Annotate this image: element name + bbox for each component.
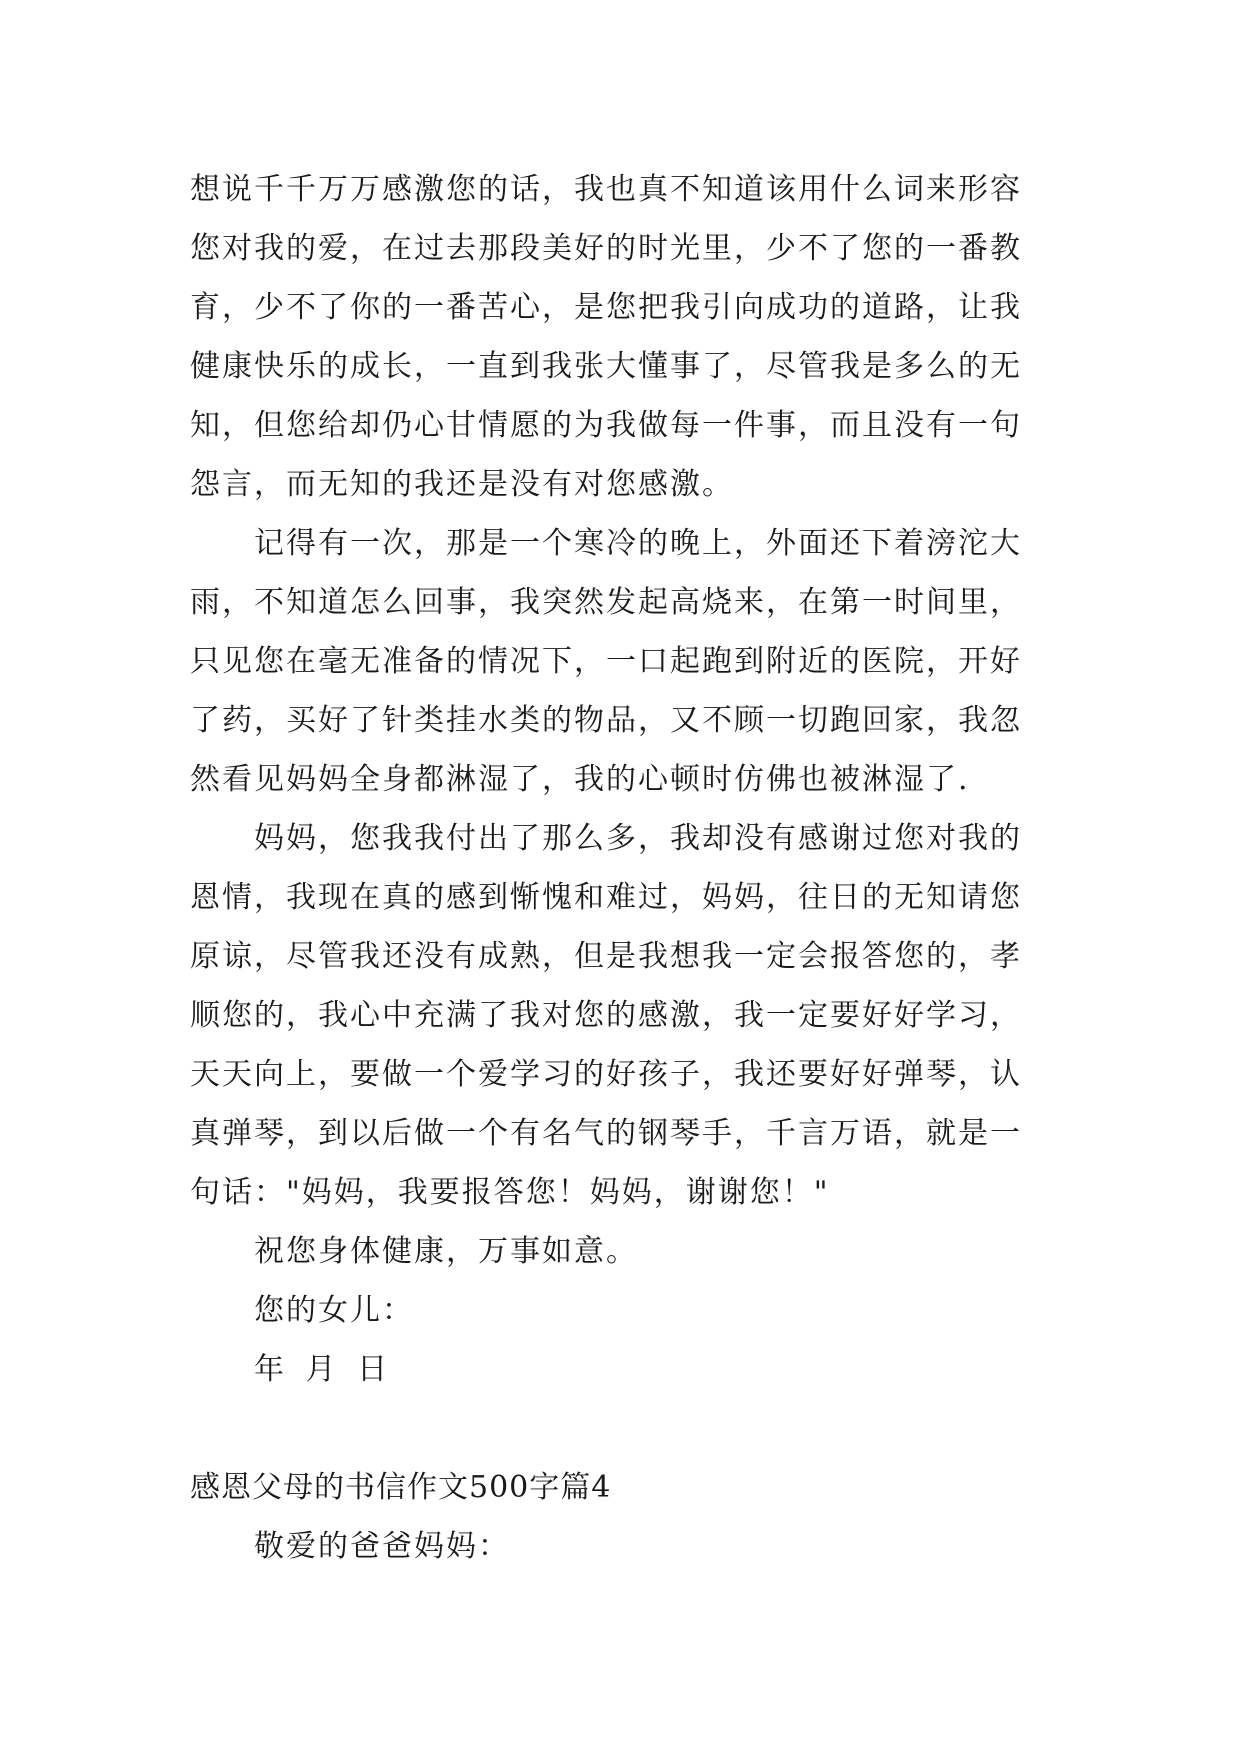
paragraph-1: [190, 160, 1070, 514]
text-line: 恩情，我现在真的感到惭愧和难过，妈妈，往日的无知请您: [190, 880, 1022, 915]
text-line: 记得有一次，那是一个寒冷的晚上，外面还下着滂沱大: [254, 526, 1022, 561]
text-line: 句话："妈妈，我要报答您！妈妈，谢谢您！": [190, 1175, 830, 1210]
text-line: 原谅，尽管我还没有成熟，但是我想我一定会报答您的，孝: [190, 939, 1022, 974]
text-line: 顺您的，我心中充满了我对您的感激，我一定要好好学习，: [190, 998, 1022, 1033]
text-line: 只见您在毫无准备的情况下，一口起跑到附近的医院，开好: [190, 644, 1022, 679]
text-line: 想说千千万万感激您的话，我也真不知道该用什么词来形容: [190, 172, 1022, 207]
letter-body: [190, 160, 1070, 1576]
text-line: 知，但您给却仍心甘情愿的为我做每一件事，而且没有一句: [190, 408, 1022, 443]
paragraph-3: [190, 809, 1070, 1222]
text-line: 真弹琴，到以后做一个有名气的钢琴手，千言万语，就是一: [190, 1116, 1022, 1151]
salutation: 敬爱的爸爸妈妈：: [254, 1529, 510, 1564]
section-spacer: [190, 1399, 1070, 1458]
paragraph-2: [190, 514, 1070, 809]
closing-wishes: 祝您身体健康，万事如意。: [254, 1234, 638, 1269]
text-line: 雨，不知道怎么回事，我突然发起高烧来，在第一时间里，: [190, 585, 1022, 620]
text-line: 您对我的爱，在过去那段美好的时光里，少不了您的一番教: [190, 231, 1022, 266]
text-line: 健康快乐的成长，一直到我张大懂事了，尽管我是多么的无: [190, 349, 1022, 384]
signature: 您的女儿：: [254, 1293, 414, 1328]
text-line: 然看见妈妈全身都淋湿了，我的心顿时仿佛也被淋湿了.: [190, 762, 970, 797]
text-line: 了药，买好了针类挂水类的物品，又不顾一切跑回家，我忽: [190, 703, 1022, 738]
date-line: 年 月 日: [254, 1352, 388, 1387]
section-heading: 感恩父母的书信作文500字篇4: [190, 1470, 612, 1505]
text-line: 妈妈，您我我付出了那么多，我却没有感谢过您对我的: [254, 821, 1022, 856]
text-line: 怨言，而无知的我还是没有对您感激。: [190, 467, 734, 502]
text-line: 育，少不了你的一番苦心，是您把我引向成功的道路，让我: [190, 290, 1022, 325]
text-line: 天天向上，要做一个爱学习的好孩子，我还要好好弹琴，认: [190, 1057, 1022, 1092]
